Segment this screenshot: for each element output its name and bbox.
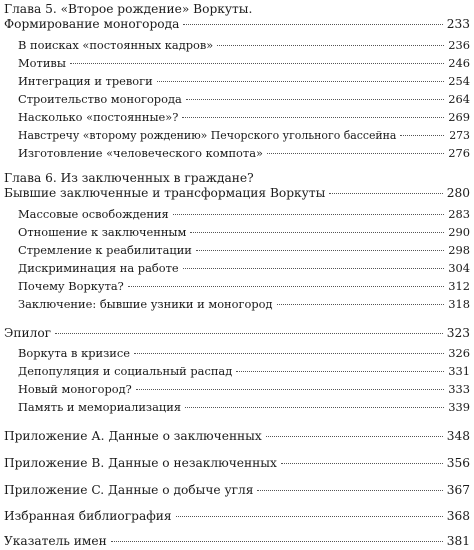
leader-dots	[111, 541, 443, 542]
leader-dots	[183, 24, 442, 25]
page-number: 236	[448, 38, 470, 52]
toc-entry[interactable]	[18, 92, 470, 107]
chapter-5-title-row[interactable]	[4, 17, 470, 32]
leader-dots	[134, 353, 444, 354]
chapter-title: Бывшие заключенные и трансформация Воркуты	[4, 186, 326, 200]
page-number: 381	[446, 534, 470, 548]
page-number: 246	[448, 56, 470, 70]
leader-dots	[267, 153, 444, 154]
page-number: 298	[448, 243, 470, 257]
leader-dots	[400, 135, 444, 136]
page-number: 280	[446, 186, 470, 200]
page-number: 323	[446, 326, 470, 340]
toc-entry[interactable]	[18, 74, 470, 89]
leader-dots	[257, 490, 442, 491]
page-number: 283	[448, 207, 470, 221]
toc-entry[interactable]	[18, 38, 470, 53]
page-number: 331	[448, 364, 470, 378]
leader-dots	[196, 250, 444, 251]
leader-dots	[217, 45, 444, 46]
toc-entry[interactable]	[18, 261, 470, 276]
page-number: 276	[448, 146, 470, 160]
page-number: 312	[448, 279, 470, 293]
entry-label: Новый моногород?	[18, 382, 132, 396]
leader-dots	[176, 516, 443, 517]
page-number: 304	[448, 261, 470, 275]
entry-label: Заключение: бывшие узники и моногород	[18, 297, 273, 311]
leader-dots	[182, 117, 444, 118]
entry-label: Приложение C. Данные о добыче угля	[4, 483, 254, 497]
name-index-row[interactable]	[4, 534, 470, 549]
page-number: 367	[446, 483, 470, 497]
chapter-title: Формирование моногорода	[4, 17, 180, 31]
toc-entry[interactable]	[18, 56, 470, 71]
appendix-b-row[interactable]	[4, 456, 470, 471]
page-number: 339	[448, 400, 470, 414]
chapter-6-heading: Глава 6. Из заключенных в граждане?	[4, 171, 254, 185]
toc-entry[interactable]	[18, 346, 470, 361]
leader-dots	[186, 99, 444, 100]
leader-dots	[281, 463, 443, 464]
toc-entry[interactable]	[18, 364, 470, 379]
toc-entry[interactable]	[18, 297, 470, 312]
page-number: 348	[446, 429, 470, 443]
entry-label: Изготовление «человеческого компота»	[18, 146, 263, 160]
entry-label: Указатель имен	[4, 534, 107, 548]
leader-dots	[183, 268, 444, 269]
leader-dots	[236, 371, 444, 372]
appendix-a-row[interactable]	[4, 429, 470, 444]
toc-entry[interactable]	[18, 279, 470, 294]
entry-label: Почему Воркута?	[18, 279, 124, 293]
entry-label: Насколько «постоянные»?	[18, 110, 179, 124]
entry-label: Массовые освобождения	[18, 207, 169, 221]
toc-entry[interactable]	[18, 243, 470, 258]
entry-label: Избранная библиография	[4, 509, 172, 523]
entry-label: Навстречу «второму рождению» Печорского угольного бассейна	[18, 129, 397, 142]
toc-entry[interactable]	[18, 382, 470, 397]
page-number: 333	[448, 382, 470, 396]
entry-label: Стремление к реабилитации	[18, 243, 192, 257]
leader-dots	[185, 407, 444, 408]
toc-entry[interactable]	[18, 207, 470, 222]
entry-label: Память и мемориализация	[18, 400, 182, 414]
leader-dots	[173, 214, 444, 215]
leader-dots	[277, 304, 445, 305]
leader-dots	[70, 63, 444, 64]
toc-entry[interactable]	[18, 225, 470, 240]
epilogue-title-row[interactable]	[4, 326, 470, 341]
toc-entry[interactable]	[18, 128, 470, 143]
leader-dots	[329, 193, 442, 194]
chapter-6-title-row[interactable]	[4, 186, 470, 201]
leader-dots	[190, 232, 444, 233]
entry-label: Мотивы	[18, 56, 66, 70]
toc-entry[interactable]	[18, 400, 470, 415]
leader-dots	[136, 389, 444, 390]
entry-label: Дискриминация на работе	[18, 261, 179, 275]
page-number: 233	[446, 17, 470, 31]
page-number: 254	[448, 74, 470, 88]
entry-label: Депопуляция и социальный распад	[18, 364, 233, 378]
entry-label: Строительство моногорода	[18, 92, 182, 106]
entry-label: Отношение к заключенным	[18, 225, 187, 239]
leader-dots	[128, 286, 444, 287]
appendix-c-row[interactable]	[4, 483, 470, 498]
bibliography-row[interactable]	[4, 509, 470, 524]
page-number: 356	[446, 456, 470, 470]
chapter-5-heading: Глава 5. «Второе рождение» Воркуты.	[4, 2, 253, 16]
entry-label: Интеграция и тревоги	[18, 74, 153, 88]
toc-entry[interactable]	[18, 146, 470, 161]
leader-dots	[266, 436, 443, 437]
page-number: 290	[448, 225, 470, 239]
toc-entry[interactable]	[18, 110, 470, 125]
entry-label: Приложение А. Данные о заключенных	[4, 429, 262, 443]
page-number: 368	[446, 509, 470, 523]
chapter-title: Эпилог	[4, 326, 52, 340]
page-number: 326	[448, 346, 470, 360]
entry-label: Приложение B. Данные о незаключенных	[4, 456, 277, 470]
page-number: 264	[448, 92, 470, 106]
page-number: 269	[448, 110, 470, 124]
leader-dots	[157, 81, 444, 82]
page-number: 318	[448, 297, 470, 311]
entry-label: Воркута в кризисе	[18, 346, 131, 360]
leader-dots	[55, 333, 443, 334]
page-number: 273	[449, 129, 470, 142]
entry-label: В поисках «постоянных кадров»	[18, 38, 214, 52]
